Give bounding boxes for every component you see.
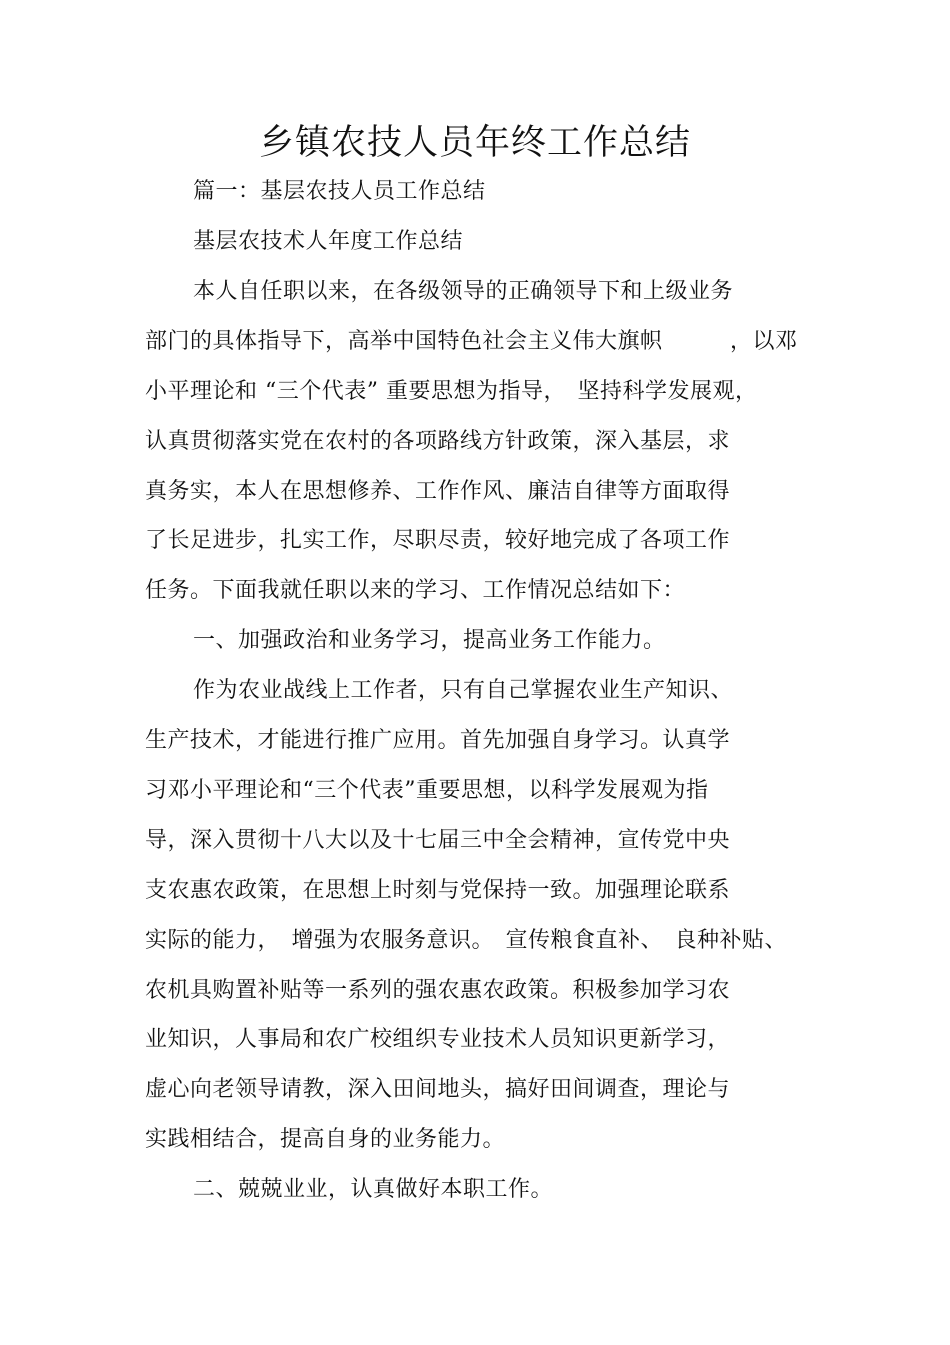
paragraph-line: 部门的具体指导下，高举中国特色社会主义伟大旗帜 ，以邓: [145, 329, 798, 354]
section-heading-1: 一、加强政治和业务学习，提高业务工作能力。: [193, 628, 666, 653]
paragraph-line: 实践相结合，提高自身的业务能力。: [145, 1127, 506, 1152]
paragraph-line: 小平理论和 “三个代表” 重要思想为指导， 坚持科学发展观，: [145, 379, 758, 404]
paragraph-line: 支农惠农政策，在思想上时刻与党保持一致。加强理论联系: [145, 878, 731, 903]
paragraph-line: 作为农业战线上工作者，只有自己掌握农业生产知识、: [193, 678, 734, 703]
section-heading-2: 二、兢兢业业，认真做好本职工作。: [193, 1177, 554, 1202]
paragraph-line: 生产技术，才能进行推广应用。首先加强自身学习。认真学: [145, 728, 731, 753]
paragraph-line: 虚心向老领导请教，深入田间地头，搞好田间调查，理论与: [145, 1077, 731, 1102]
paragraph-line: 习邓小平理论和“三个代表”重要思想，以科学发展观为指: [145, 778, 709, 803]
paragraph-line: 实际的能力， 增强为农服务意识。 宣传粮食直补、 良种补贴、: [145, 928, 788, 953]
paragraph-line: 导，深入贯彻十八大以及十七届三中全会精神，宣传党中央: [145, 828, 731, 853]
paragraph-line: 本人自任职以来，在各级领导的正确领导下和上级业务: [193, 279, 734, 304]
section-heading-part1: 篇一：基层农技人员工作总结: [193, 179, 486, 204]
subtitle-line: 基层农技术人年度工作总结: [193, 229, 464, 254]
paragraph-line: 任务。下面我就任职以来的学习、工作情况总结如下：: [145, 578, 686, 603]
paragraph-line: 农机具购置补贴等一系列的强农惠农政策。积极参加学习农: [145, 978, 731, 1003]
paragraph-line: 认真贯彻落实党在农村的各项路线方针政策，深入基层，求: [145, 429, 731, 454]
document-title: 乡镇农技人员年终工作总结: [258, 123, 691, 163]
paragraph-line: 真务实，本人在思想修养、工作作风、廉洁自律等方面取得: [145, 479, 731, 504]
paragraph-line: 了长足进步，扎实工作，尽职尽责，较好地完成了各项工作: [145, 528, 731, 553]
paragraph-line: 业知识，人事局和农广校组织专业技术人员知识更新学习，: [145, 1027, 731, 1052]
